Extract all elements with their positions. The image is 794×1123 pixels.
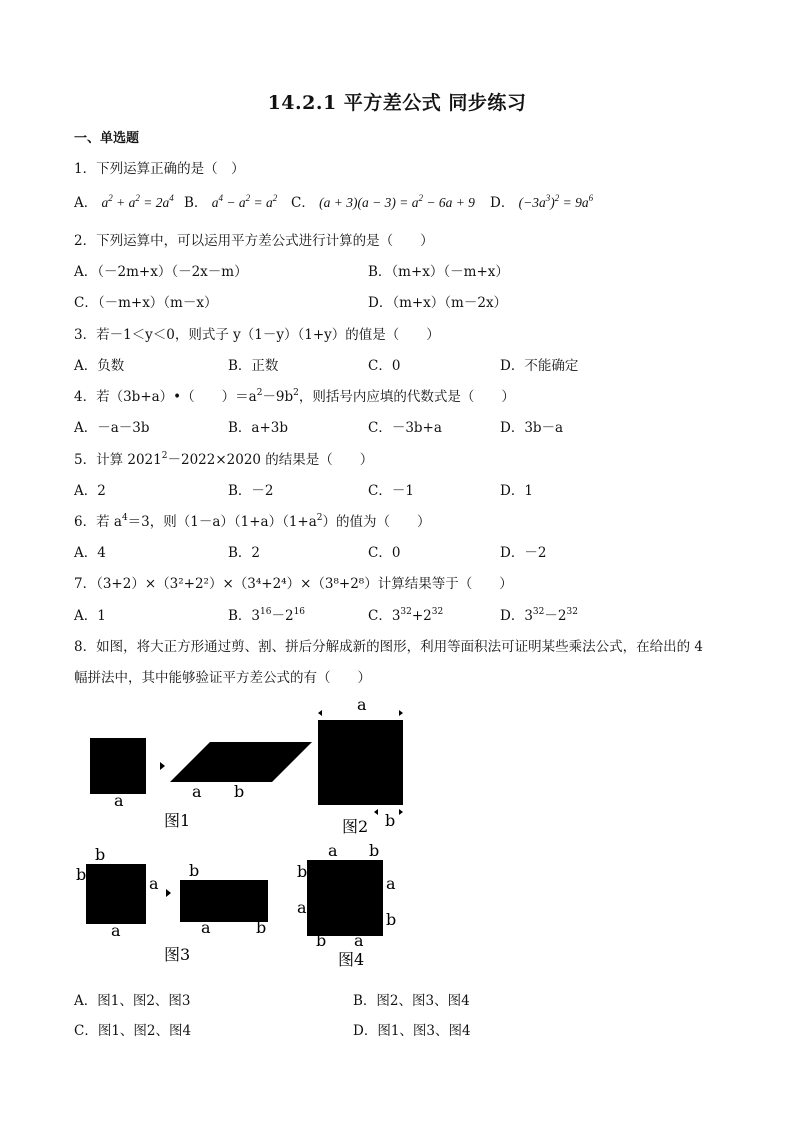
- question-4-option-b[interactable]: B．a+3b: [228, 420, 289, 436]
- figure-1-caption: 图1: [164, 811, 191, 830]
- figure-4-label-a-bottom: a: [354, 931, 364, 950]
- question-3-option-c[interactable]: C．0: [368, 358, 401, 374]
- question-6-stem: 6．若 $a^4=3$，则$(1-a)(1+a)(1+a^2)$的值为（ ）: [74, 513, 431, 530]
- question-4-option-d[interactable]: D．3b－a: [500, 420, 564, 436]
- question-2-option-d[interactable]: D．（m+x）（m－2x）: [368, 295, 508, 311]
- figure-4-label-b-top: b: [369, 841, 380, 860]
- question-3-stem: 3．若－1＜y＜0，则式子 y（1－y）（1+y）的值是（ ）: [74, 327, 440, 343]
- figure-4-label-a-top: a: [328, 841, 338, 860]
- figure-3-label-a-rect-bottom: a: [201, 918, 211, 937]
- figure-1-label-a-bottom: a: [192, 782, 202, 801]
- figure-3-label-a-right: a: [149, 874, 159, 893]
- figure-4-label-b-right: b: [386, 910, 397, 929]
- question-8-option-d[interactable]: D．图1、图3、图4: [353, 1023, 471, 1039]
- question-7-stem: 7．（3+2）×（3²+2²）×（3⁴+2⁴）×（3⁸+2⁸）计算结果等于（ ）: [74, 576, 513, 592]
- question-7-option-d[interactable]: D．$3^{32}-2^{32}$: [500, 607, 578, 624]
- question-1-option-a[interactable]: A． $a^2 + a^2 = 2a^4$: [74, 193, 174, 211]
- question-8-stem-line-1: 8．如图，将大正方形通过剪、割、拼后分解成新的图形，利用等面积法可证明某些乘法公式，在给出的 4: [74, 639, 703, 655]
- page-title: 14.2.1 平方差公式 同步练习: [267, 92, 527, 114]
- question-7-option-a[interactable]: A．1: [74, 608, 106, 624]
- question-8-stem-line-2: 幅拼法中，其中能够验证平方差公式的有（ ）: [74, 670, 371, 686]
- figure-1-label-b: b: [119, 756, 130, 775]
- question-7-option-c[interactable]: C．$3^{32}+2^{32}$: [368, 607, 444, 624]
- figure-4-label-b-left: b: [297, 862, 308, 881]
- question-8-option-c[interactable]: C．图1、图2、图4: [74, 1023, 192, 1039]
- question-2-option-a[interactable]: A．（－2m+x）（－2x－m）: [74, 264, 248, 280]
- figure-2: [318, 695, 403, 836]
- figure-3-label-b-rect-top: b: [189, 861, 200, 880]
- figure-2-caption: 图2: [342, 817, 369, 836]
- question-1-option-c[interactable]: C． $(a + 3)(a - 3) = a^2 - 6a + 9$: [291, 193, 475, 211]
- figure-4-label-a-left: a: [297, 898, 307, 917]
- question-2-option-b[interactable]: B．（m+x）（－m+x）: [368, 264, 509, 280]
- question-2-stem: 2．下列运算中，可以运用平方差公式进行计算的是（ ）: [74, 233, 434, 249]
- question-6-option-c[interactable]: C．0: [368, 545, 401, 561]
- figure-3-caption: 图3: [164, 945, 191, 964]
- question-2-option-c[interactable]: C．（－m+x）（m－x）: [74, 295, 218, 311]
- figure-4-label-a-right: a: [386, 874, 396, 893]
- figure-2-label-a: a: [357, 695, 367, 714]
- figure-1-label-b-bottom: b: [234, 782, 245, 801]
- figure-3-label-b-rect-bottom: b: [256, 918, 267, 937]
- figure-4: [297, 841, 396, 969]
- figure-4-label-b-bottom: b: [316, 931, 327, 950]
- question-8-option-b[interactable]: B．图2、图3、图4: [353, 993, 470, 1009]
- figure-1-label-a: a: [114, 791, 124, 810]
- question-3-option-a[interactable]: A．负数: [74, 358, 125, 374]
- figure-2-label-b: b: [385, 811, 396, 830]
- figure-3-label-b-top: b: [95, 845, 106, 864]
- question-6-option-d[interactable]: D．－2: [500, 545, 547, 561]
- section-heading: 一、单选题: [74, 131, 140, 146]
- question-3-option-b[interactable]: B．正数: [228, 358, 279, 374]
- question-5-option-a[interactable]: A．2: [74, 483, 106, 499]
- figure-3-arrow-icon: [166, 889, 171, 897]
- figure-4-caption: 图4: [338, 950, 365, 969]
- question-6-option-b[interactable]: B．2: [228, 545, 261, 561]
- question-5-option-d[interactable]: D．1: [500, 483, 533, 499]
- question-8-option-a[interactable]: A．图1、图2、图3: [74, 993, 191, 1009]
- question-3-option-d[interactable]: D．不能确定: [500, 358, 579, 374]
- question-5-stem: 5．计算 $2021^2-2022\times 2020$ 的结果是（ ）: [74, 451, 374, 468]
- question-7-option-b[interactable]: B．$3^{16}-2^{16}$: [228, 607, 306, 624]
- figure-3-label-a-bottom: a: [111, 921, 121, 940]
- question-5-option-c[interactable]: C．－1: [368, 483, 414, 499]
- question-4-stem: 4．若（3b+a）•（ ）$=a^2-9b^2$，则括号内应填的代数式是（ ）: [74, 388, 515, 405]
- question-6-option-a[interactable]: A．4: [74, 545, 106, 561]
- figure-3: [76, 845, 268, 964]
- figure-3-label-b-left: b: [76, 865, 87, 884]
- question-5-option-b[interactable]: B．－2: [228, 483, 274, 499]
- question-4-option-a[interactable]: A．－a－3b: [74, 420, 150, 436]
- question-1-option-b[interactable]: B． $a^4 - a^2 = a^2$: [184, 193, 278, 211]
- question-4-option-c[interactable]: C．－3b+a: [368, 420, 442, 436]
- question-1-option-d[interactable]: D． $(-3a^3)^2 = 9a^6$: [490, 193, 594, 211]
- question-1-stem: 1．下列运算正确的是（ ）: [74, 161, 245, 177]
- figure-1: [90, 738, 312, 830]
- figure-1-arrow-icon: [160, 762, 165, 770]
